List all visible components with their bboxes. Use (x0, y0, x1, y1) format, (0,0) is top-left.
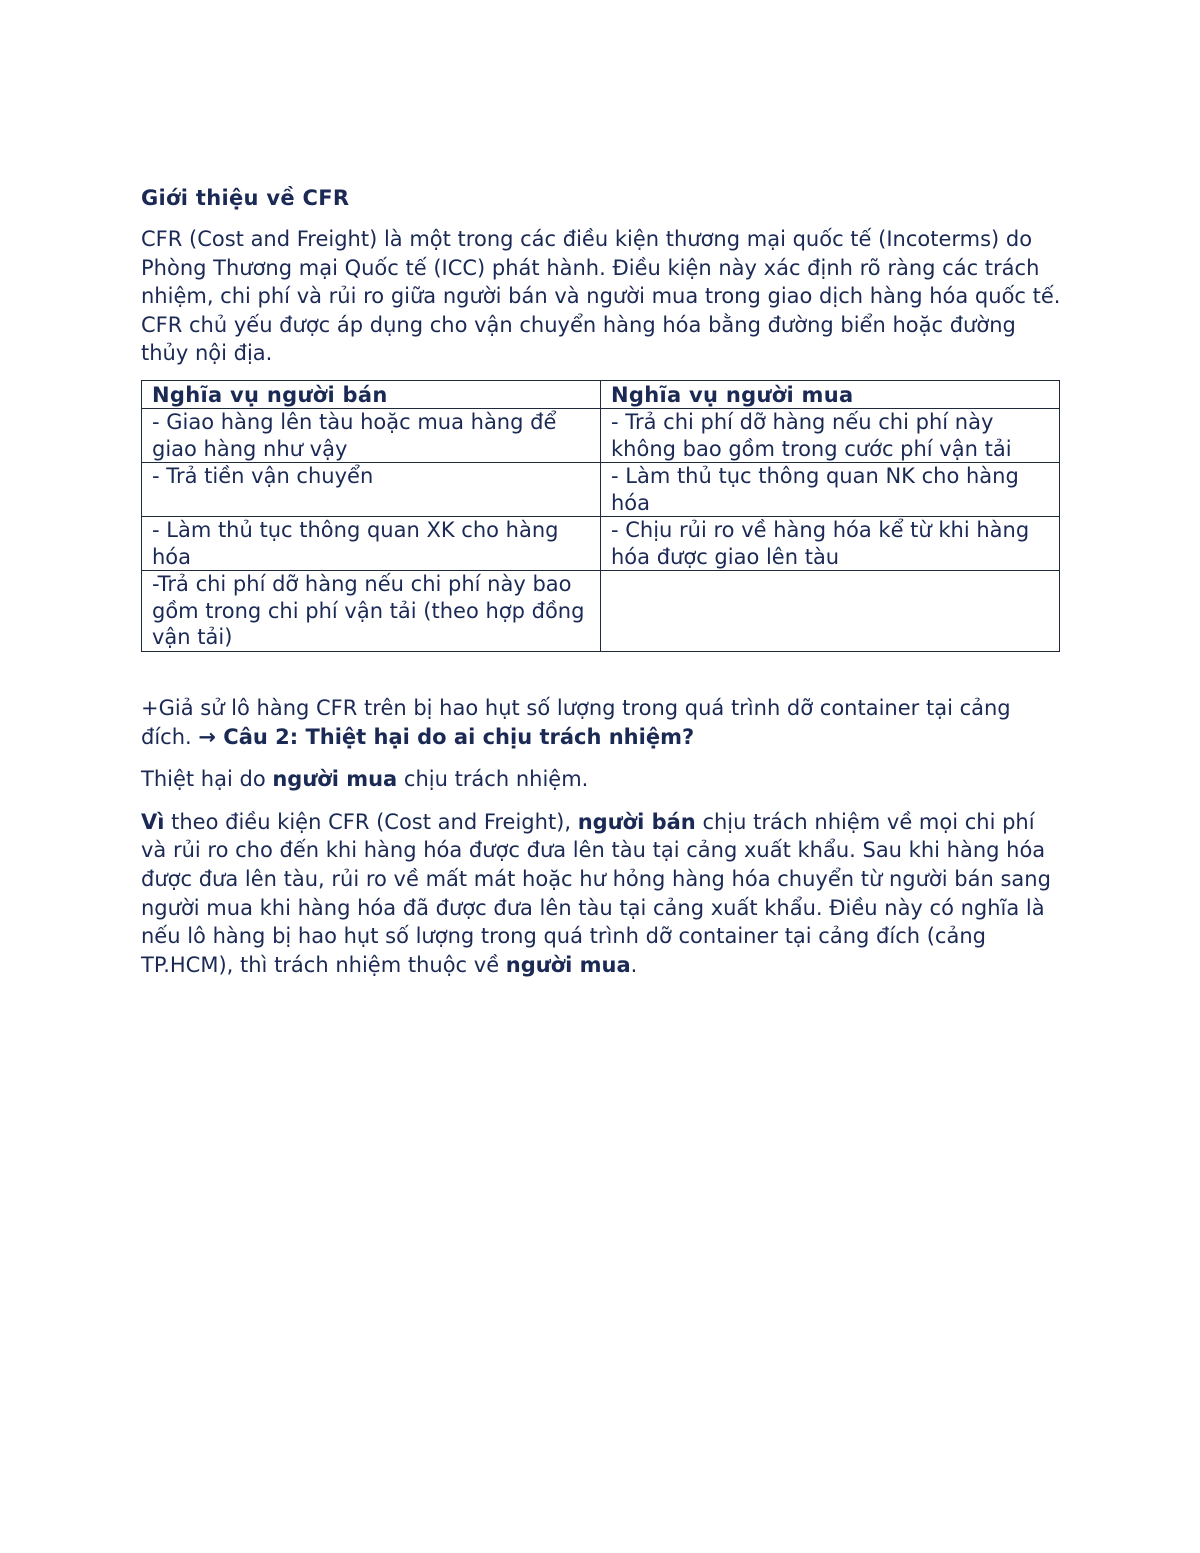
table-header-row (142, 380, 1060, 409)
reason-buyer: người mua (505, 952, 631, 977)
buyer-duty-cell: - Trả chi phí dỡ hàng nếu chi phí này không bao gồm trong cước phí vận tải (601, 409, 1060, 463)
question-paragraph (141, 694, 1061, 751)
question-title: → Câu 2: Thiệt hại do ai chịu trách nhiệm? (198, 724, 695, 749)
reason-part2: chịu trách nhiệm về mọi chi phí và rủi ro cho đến khi hàng hóa được đưa lên tàu tại cảng xuất khẩu. Sau khi hàng hóa được đưa lên tàu, rủi ro về mất mát hoặc hư hỏng hàng hóa chuyển từ người bán sang người mua khi hàng hóa đã được đưa lên tàu tại cảng xuất khẩu. Điều này có nghĩa là nếu lô hàng bị hao hụt số lượng trong quá trình dỡ container tại cảng đích (cảng TP.HCM), thì trách nhiệm thuộc về (141, 809, 1051, 977)
question-text: +Giả sử lô hàng CFR trên bị hao hụt số lượng trong quá trình dỡ container tại cảng đích. (141, 695, 1011, 749)
answer-paragraph (141, 765, 1061, 794)
table-row (142, 463, 1060, 517)
table-row (142, 517, 1060, 571)
answer-post: chịu trách nhiệm. (397, 767, 589, 792)
seller-duty-cell: - Giao hàng lên tàu hoặc mua hàng để giao hàng như vậy (142, 409, 601, 463)
spacer (141, 652, 1061, 694)
buyer-duty-cell: - Chịu rủi ro về hàng hóa kể từ khi hàng hóa được giao lên tàu (601, 517, 1060, 571)
intro-paragraph: CFR (Cost and Freight) là một trong các điều kiện thương mại quốc tế (Incoterms) do Phòng Thương mại Quốc tế (ICC) phát hành. Điều kiện này xác định rõ ràng các trách nhiệm, chi phí và rủi ro giữa người bán và người mua trong giao dịch hàng hóa quốc tế. CFR chủ yếu được áp dụng cho vận chuyển hàng hóa bằng đường biển hoặc đường thủy nội địa. (141, 227, 1061, 366)
seller-obligations-header: Nghĩa vụ người bán (142, 380, 601, 409)
reason-end: . (630, 952, 638, 977)
reason-lead: Vì (141, 809, 165, 834)
seller-duty-cell: -Trả chi phí dỡ hàng nếu chi phí này bao gồm trong chi phí vận tải (theo hợp đồng vận tải) (142, 571, 601, 652)
seller-duty-cell: - Làm thủ tục thông quan XK cho hàng hóa (142, 517, 601, 571)
reason-paragraph (141, 808, 1061, 980)
buyer-obligations-header: Nghĩa vụ người mua (601, 380, 1060, 409)
answer-pre: Thiệt hại do (141, 767, 273, 792)
buyer-duty-cell: - Làm thủ tục thông quan NK cho hàng hóa (601, 463, 1060, 517)
document-content (141, 183, 1061, 979)
answer-party: người mua (272, 767, 398, 792)
seller-duty-cell: - Trả tiền vận chuyển (142, 463, 601, 517)
buyer-duty-cell (601, 571, 1060, 652)
table-row (142, 409, 1060, 463)
obligations-table (141, 380, 1060, 652)
reason-part1: theo điều kiện CFR (Cost and Freight), (164, 809, 578, 834)
reason-seller: người bán (577, 809, 696, 834)
table-row (142, 571, 1060, 652)
section-heading: Giới thiệu về CFR (141, 186, 350, 210)
